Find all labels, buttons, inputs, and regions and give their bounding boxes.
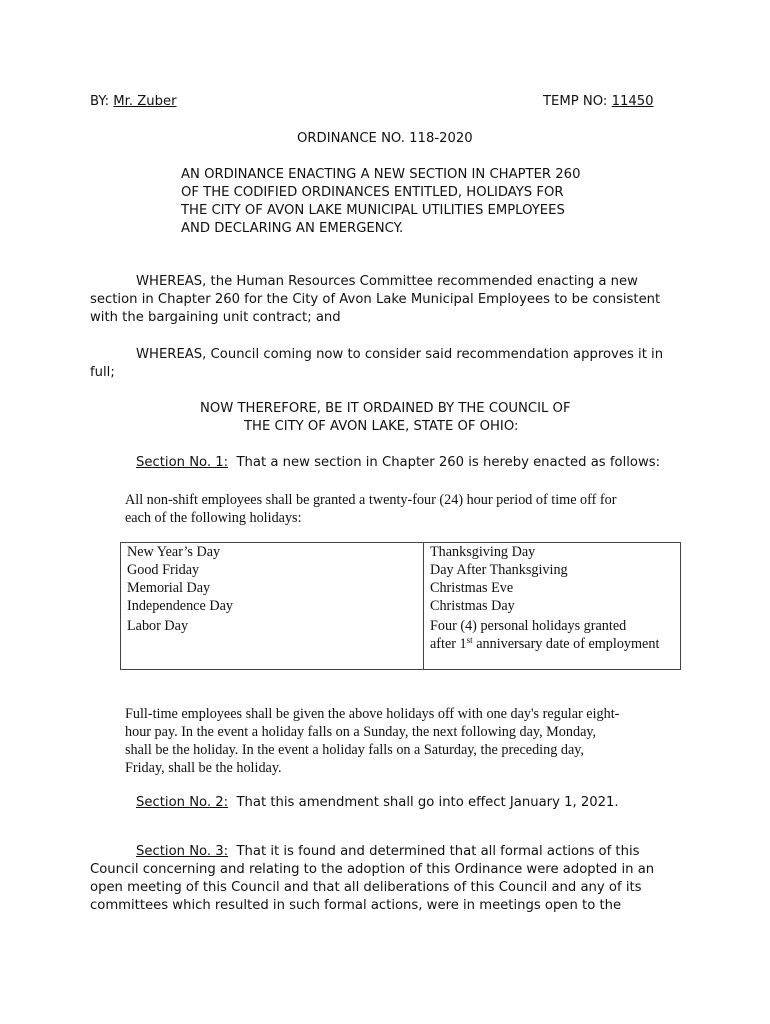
holiday-item: Day After Thanksgiving xyxy=(430,562,568,578)
by-label: BY: xyxy=(90,94,110,109)
holidays-table xyxy=(120,542,681,670)
temp-label: TEMP NO: xyxy=(543,94,608,109)
section-3-label: Section No. 3: xyxy=(136,844,229,859)
ordinal-suffix: st xyxy=(466,635,473,645)
paragraph-line: Full-time employees shall be given the above holidays off with one day's regular eight- xyxy=(125,706,620,722)
paragraph-line: with the bargaining unit contract; and xyxy=(90,310,341,325)
section-2 xyxy=(136,795,619,810)
paragraph-line: WHEREAS, Council coming now to consider said recommendation approves it in xyxy=(136,347,664,362)
paragraph-line: shall be the holiday. In the event a holiday falls on a Saturday, the preceding day, xyxy=(125,742,584,758)
now-therefore-line-1: NOW THEREFORE, BE IT ORDAINED BY THE COUNCIL OF xyxy=(200,401,571,416)
section-3-text: That it is found and determined that all formal actions of this xyxy=(236,844,640,859)
whereas-paragraph-2 xyxy=(90,346,663,382)
section-2-label: Section No. 2: xyxy=(136,795,229,810)
title-line: AND DECLARING AN EMERGENCY. xyxy=(181,221,404,236)
holiday-item: Thanksgiving Day xyxy=(430,544,536,560)
right-holidays-cell xyxy=(424,543,681,670)
section-1-text: That a new section in Chapter 260 is hereby enacted as follows: xyxy=(236,455,661,470)
paragraph-line: WHEREAS, the Human Resources Committee recommended enacting a new xyxy=(136,274,638,289)
holiday-item: New Year’s Day xyxy=(127,544,221,560)
paragraph-line: section in Chapter 260 for the City of Avon Lake Municipal Employees to be consistent xyxy=(90,292,661,307)
paragraph-line: Council concerning and relating to the adoption of this Ordinance were adopted in an xyxy=(90,862,655,877)
section-1 xyxy=(136,455,660,470)
personal-holidays-line-1: Four (4) personal holidays granted xyxy=(430,618,627,634)
holiday-item: Christmas Day xyxy=(430,598,515,614)
holidays-intro xyxy=(125,491,616,527)
holiday-item: Memorial Day xyxy=(127,580,211,596)
section-3-first-line xyxy=(90,843,654,861)
title-line: THE CITY OF AVON LAKE MUNICIPAL UTILITIES EMPLOYEES xyxy=(181,203,565,218)
temp-number-line xyxy=(543,94,654,109)
temp-number: 11450 xyxy=(611,94,654,109)
left-holidays-cell xyxy=(121,543,424,670)
holiday-item: Independence Day xyxy=(127,598,233,614)
whereas-paragraph-1 xyxy=(90,273,660,327)
sponsor-line xyxy=(90,94,177,109)
personal-holidays-line-2 xyxy=(430,635,680,653)
fulltime-paragraph xyxy=(125,705,619,777)
ordinance-title xyxy=(181,166,580,238)
paragraph-line: committees which resulted in such formal actions, were in meetings open to the xyxy=(90,898,622,913)
holiday-item: Christmas Eve xyxy=(430,580,514,596)
table-row xyxy=(121,543,681,670)
paragraph-line: open meeting of this Council and that all deliberations of this Council and any of its xyxy=(90,880,642,895)
now-therefore-line-2: THE CITY OF AVON LAKE, STATE OF OHIO: xyxy=(244,419,519,434)
section-3 xyxy=(90,843,654,915)
ordinance-number: ORDINANCE NO. 118-2020 xyxy=(297,131,473,146)
personal-line-post: anniversary date of employment xyxy=(472,636,660,652)
title-line: OF THE CODIFIED ORDINANCES ENTITLED, HOLIDAYS FOR xyxy=(181,185,564,200)
paragraph-line: hour pay. In the event a holiday falls on a Sunday, the next following day, Monday, xyxy=(125,724,597,740)
holiday-item: Good Friday xyxy=(127,562,200,578)
intro-line: All non-shift employees shall be granted a twenty-four (24) hour period of time off for xyxy=(125,492,617,508)
sponsor-name: Mr. Zuber xyxy=(113,94,177,109)
title-line: AN ORDINANCE ENACTING A NEW SECTION IN CHAPTER 260 xyxy=(181,167,581,182)
holiday-item: Labor Day xyxy=(127,618,189,634)
section-2-text: That this amendment shall go into effect January 1, 2021. xyxy=(236,795,619,810)
paragraph-line: full; xyxy=(90,365,115,380)
paragraph-line: Friday, shall be the holiday. xyxy=(125,760,282,776)
section-1-label: Section No. 1: xyxy=(136,455,229,470)
intro-line: each of the following holidays: xyxy=(125,510,302,526)
personal-line-pre: after 1 xyxy=(430,636,467,652)
